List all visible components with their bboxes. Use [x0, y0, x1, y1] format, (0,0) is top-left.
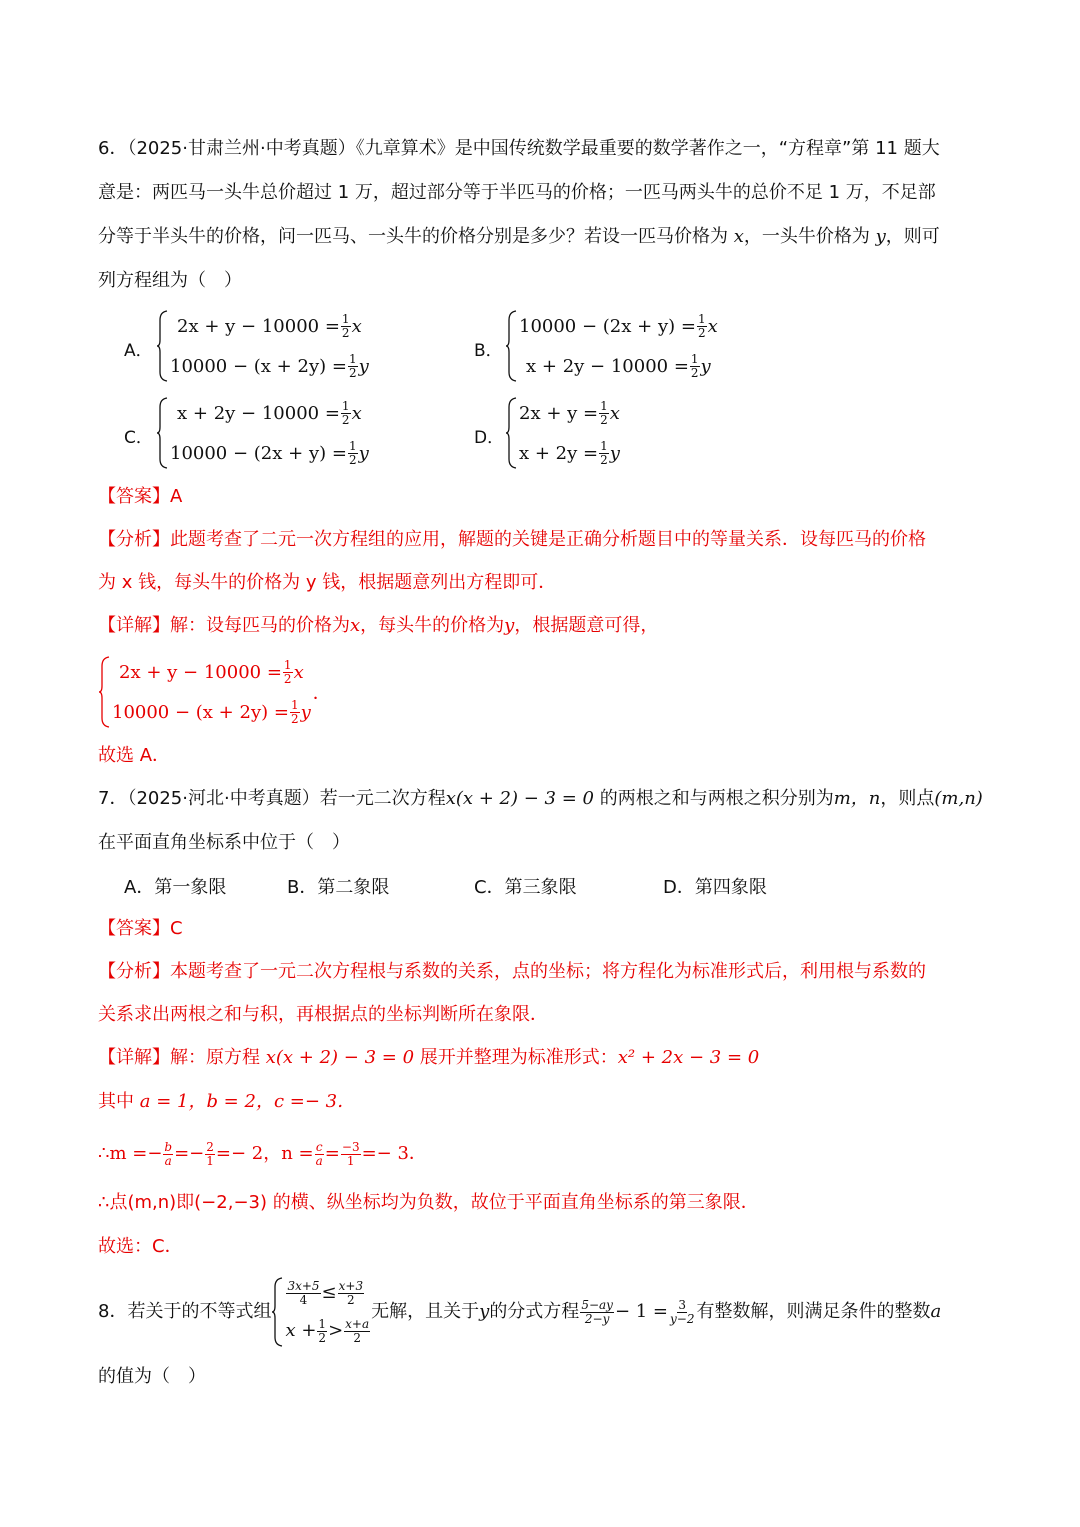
q7-stem-line1: 7．（2025·河北·中考真题）若一元二次方程x(x + 2) − 3 = 0 的两根之和与两根之积分别为m，n，则点(m,n) — [98, 788, 983, 809]
q6-stem-line4: 列方程组为（ ） — [98, 270, 242, 291]
q6-option-c-label[interactable]: C． — [124, 428, 153, 448]
q6-detail-line1: 【详解】解：设每匹马的价格为x，每头牛的价格为y，根据题意可得， — [98, 615, 659, 636]
q7-option-a[interactable]: A．第一象限 — [124, 877, 227, 898]
q6-detail-system: 2x + y − 10000 = $\frac{1}{2}$ x 10000 − (x + 2y) = $\frac{1}{2}$ y ． — [98, 656, 331, 728]
q7-detail-line2: 其中 a = 1，b = 2，c =− 3． — [98, 1091, 356, 1112]
q7-option-c[interactable]: C．第三象限 — [474, 877, 577, 898]
q6-analysis-line1: 【分析】此题考查了二元一次方程组的应用，解题的关键是正确分析题目中的等量关系．设每匹马的价格 — [98, 529, 926, 550]
q8-inequality-system: $\frac{3x+5}{4}$ ≤ $\frac{x+3}{2}$ x + $\frac{1}{2}$ > $\frac{x+a}{2}$ — [271, 1277, 371, 1347]
brace-icon — [156, 310, 168, 382]
q7-option-d[interactable]: D．第四象限 — [663, 877, 767, 898]
q6-stem-line3: 分等于半头牛的价格，问一匹马、一头牛的价格分别是多少？若设一匹马价格为 x，一头牛价格为 y，则可 — [98, 226, 940, 247]
q6-stem-line2: 意是：两匹马一头牛总价超过 1 万，超过部分等于半匹马的价格；一匹马两头牛的总价不足 1 万，不足部 — [98, 182, 936, 203]
q8-stem-line1: 8．若关于的不等式组 $\frac{3x+5}{4}$ ≤ $\frac{x+3}{2}$ x + $\frac{1}{2}$ > $\frac{x+a}{2}$ 无解，且关于 y 的分式方程 $\frac{5-ay}{2-y}$ − 1 = $\frac{3}{y-2}$ 有整数解，则满足条件的整数 a — [98, 1276, 941, 1348]
q6-option-a-system[interactable]: 2x + y − 10000 = $\frac{1}{2}$ x 10000 − (x + 2y) = $\frac{1}{2}$ y — [156, 310, 369, 382]
q6-stem-line1: 6．（2025·甘肃兰州·中考真题）《九章算术》是中国传统数学最重要的数学著作之一，“方程章”第 11 题大 — [98, 138, 940, 159]
q7-answer: 【答案】C — [98, 918, 183, 939]
q6-option-d-label[interactable]: D． — [474, 428, 505, 448]
q6-answer: 【答案】A — [98, 486, 183, 507]
brace-icon — [156, 397, 168, 469]
q7-detail-line4: ∴点(m,n)即(−2,−3) 的横、纵坐标均为负数，故位于平面直角坐标系的第三象限． — [98, 1192, 759, 1213]
q7-detail-line3: ∴m =− $\frac{b}{a}$ =− $\frac{2}{1}$ =− 2，n = $\frac{c}{a}$ = $\frac{-3}{1}$ =− 3． — [98, 1139, 427, 1168]
q7-choose: 故选：C． — [98, 1236, 183, 1257]
q6-option-b-label[interactable]: B． — [474, 341, 503, 361]
q7-analysis-line2: 关系求出两根之和与积，再根据点的坐标判断所在象限． — [98, 1004, 548, 1025]
brace-icon — [271, 1277, 283, 1347]
q6-choose: 故选 A． — [98, 745, 171, 766]
q6-option-a-label[interactable]: A． — [124, 341, 153, 361]
brace-icon — [505, 310, 517, 382]
q6-option-c-system[interactable]: x + 2y − 10000 = $\frac{1}{2}$ x 10000 − (2x + y) = $\frac{1}{2}$ y — [156, 397, 369, 469]
q7-analysis-line1: 【分析】本题考查了一元二次方程根与系数的关系，点的坐标；将方程化为标准形式后，利用根与系数的 — [98, 961, 926, 982]
q6-option-b-system[interactable]: 10000 − (2x + y) = $\frac{1}{2}$ x x + 2y − 10000 = $\frac{1}{2}$ y — [505, 310, 718, 382]
brace-icon — [98, 656, 110, 728]
q8-stem-line2: 的值为（ ） — [98, 1366, 206, 1387]
q6-option-d-system[interactable]: 2x + y = $\frac{1}{2}$ x x + 2y = $\frac{1}{2}$ y — [505, 397, 620, 469]
brace-icon — [505, 397, 517, 469]
q6-analysis-line2: 为 x 钱，每头牛的价格为 y 钱，根据题意列出方程即可． — [98, 572, 557, 593]
q7-stem-line2: 在平面直角坐标系中位于（ ） — [98, 832, 350, 853]
q7-detail-line1: 【详解】解：原方程 x(x + 2) − 3 = 0 展开并整理为标准形式：x² + 2x − 3 = 0 — [98, 1047, 760, 1068]
q7-option-b[interactable]: B．第二象限 — [287, 877, 390, 898]
